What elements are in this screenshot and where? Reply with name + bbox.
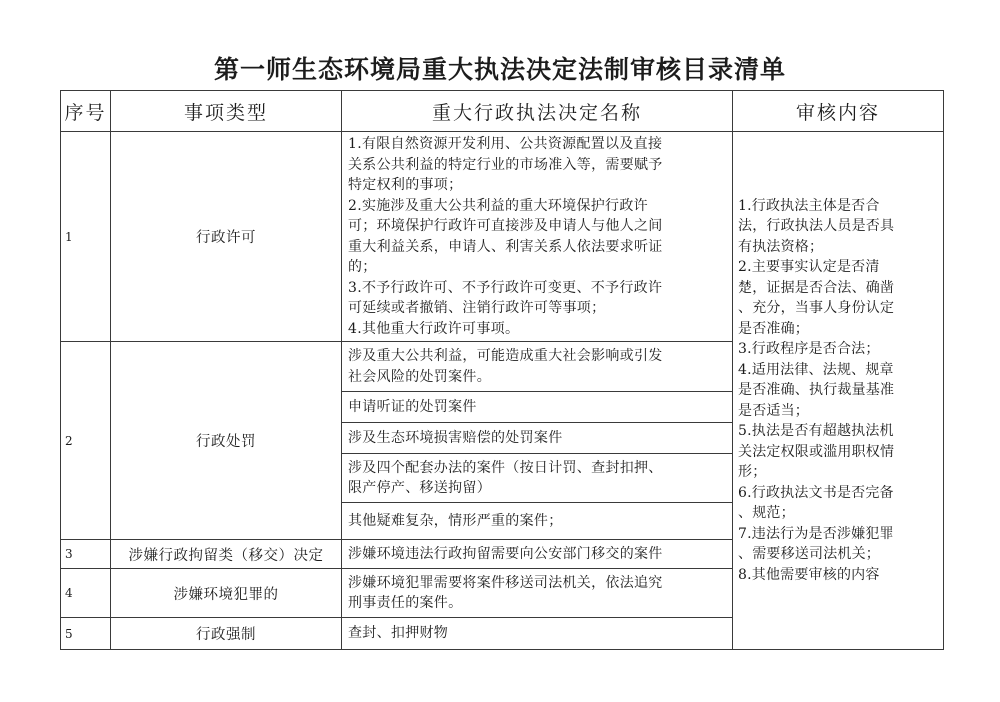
row-item: 涉嫌环境犯罪需要将案件移送司法机关，依法追究 刑事责任的案件。: [342, 569, 733, 618]
row-seq: 3: [61, 540, 111, 569]
header-audit: 审核内容: [733, 91, 944, 132]
header-name: 重大行政执法决定名称: [342, 91, 733, 132]
document-title: 第一师生态环境局重大执法决定法制审核目录清单: [213, 55, 786, 84]
audit-catalog-table: [60, 90, 944, 650]
row-type: 行政许可: [111, 132, 342, 342]
audit-content: 1.行政执法主体是否合 法，行政执法人员是否具 有执法资格； 2.主要事实认定是否清 楚，证据是否合法、确凿 、充分，当事人身份认定 是否准确； 3.行政程序是否合法； 4.适用法律、法规、规章 是否准确、执行裁量基准 是否适当； 5.执法是否有超越执法机 关法定权限或滥用职权情 形； 6.行政执法文书是否完备 、规范； 7.违法行为是否涉嫌犯罪 、需要移送司法机关； 8.其他需要审核的内容: [733, 132, 944, 650]
row-type: 行政处罚: [111, 342, 342, 540]
row-item: 其他疑难复杂，情形严重的案件；: [342, 503, 733, 540]
header-row: [61, 91, 944, 132]
row-item: 涉嫌环境违法行政拘留需要向公安部门移交的案件: [342, 540, 733, 569]
row-type: 涉嫌环境犯罪的: [111, 569, 342, 618]
table-row: [61, 132, 944, 342]
row-item: 涉及生态环境损害赔偿的处罚案件: [342, 423, 733, 454]
header-type: 事项类型: [111, 91, 342, 132]
row-seq: 5: [61, 618, 111, 650]
row-item: 涉及重大公共利益，可能造成重大社会影响或引发 社会风险的处罚案件。: [342, 342, 733, 392]
row-seq: 2: [61, 342, 111, 540]
row-seq: 1: [61, 132, 111, 342]
header-seq: 序号: [61, 91, 111, 132]
row-item: 申请听证的处罚案件: [342, 392, 733, 423]
row-type: 涉嫌行政拘留类（移交）决定: [111, 540, 342, 569]
row-seq: 4: [61, 569, 111, 618]
row-item: 涉及四个配套办法的案件（按日计罚、查封扣押、 限产停产、移送拘留）: [342, 454, 733, 503]
row-type: 行政强制: [111, 618, 342, 650]
row-item: 1.有限自然资源开发利用、公共资源配置以及直接 关系公共利益的特定行业的市场准入等，需要赋予 特定权利的事项； 2.实施涉及重大公共利益的重大环境保护行政许 可；环境保护行政许可直接涉及申请人与他人之间 重大利益关系，申请人、利害关系人依法要求听证 的； 3.不予行政许可、不予行政许可变更、不予行政许 可延续或者撤销、注销行政许可等事项； 4.其他重大行政许可事项。: [342, 132, 733, 342]
row-item: 查封、扣押财物: [342, 618, 733, 650]
